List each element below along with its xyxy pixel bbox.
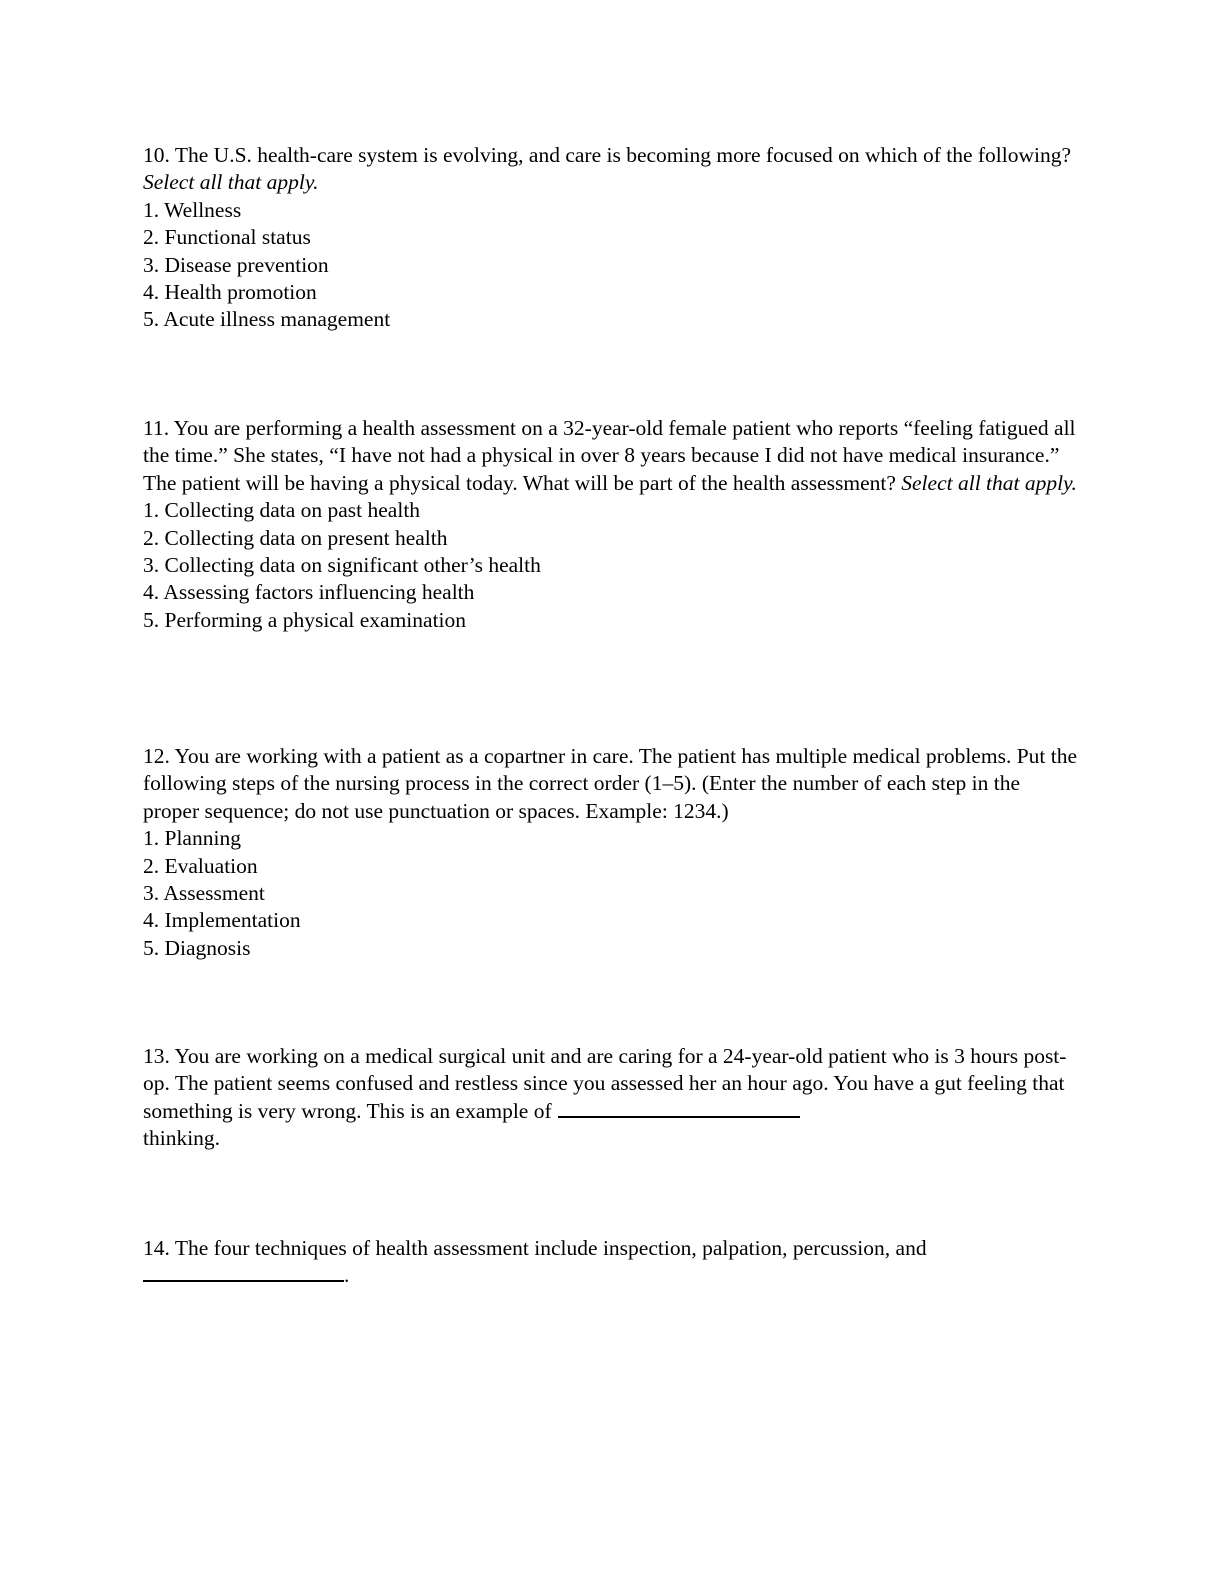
question-13-stem-before: 13. You are working on a medical surgical unit and are caring for a 24-year-old patient who is 3 hours post-op. The patient seems confused and restless since you assessed her an hour ago. You have a gut feeling that something is very wrong. This is an example of xyxy=(143,1044,1067,1123)
question-11 xyxy=(143,415,1078,634)
question-12-options xyxy=(143,825,1078,962)
question-14-stem-after: . xyxy=(344,1263,350,1288)
question-10-option-3: 3. Disease prevention xyxy=(143,252,329,277)
question-13-stem-after: thinking. xyxy=(143,1126,221,1151)
question-10 xyxy=(143,142,1078,334)
question-11-options xyxy=(143,497,1078,634)
question-12-stem: 12. You are working with a patient as a copartner in care. The patient has multiple medical problems. Put the following steps of the nursing process in the correct order (1–5). (Enter the number of each step in the proper sequence; do not use punctuation or spaces. Example: 1234.) xyxy=(143,744,1078,823)
question-10-option-4: 4. Health promotion xyxy=(143,280,317,305)
question-14 xyxy=(143,1235,1078,1290)
question-12-option-2: 2. Evaluation xyxy=(143,853,258,878)
question-12 xyxy=(143,743,1078,962)
answer-blank-14[interactable] xyxy=(143,1262,344,1282)
question-11-option-1: 1. Collecting data on past health xyxy=(143,498,421,523)
question-11-option-4: 4. Assessing factors influencing health xyxy=(143,580,475,605)
question-12-option-1: 1. Planning xyxy=(143,826,241,851)
question-10-stem xyxy=(143,142,1078,197)
question-12-option-5: 5. Diagnosis xyxy=(143,935,251,960)
answer-blank-13[interactable] xyxy=(558,1098,800,1118)
question-10-option-1: 1. Wellness xyxy=(143,197,242,222)
question-10-stem-text: 10. The U.S. health-care system is evolving, and care is becoming more focused on which of the following? xyxy=(143,143,1072,167)
question-14-stem-before: 14. The four techniques of health assessment include inspection, palpation, percussion, and xyxy=(143,1236,927,1260)
question-10-option-5: 5. Acute illness management xyxy=(143,307,391,332)
question-12-option-4: 4. Implementation xyxy=(143,908,301,933)
question-10-instruction: Select all that apply. xyxy=(143,170,319,195)
question-11-option-5: 5. Performing a physical examination xyxy=(143,607,467,632)
question-10-option-2: 2. Functional status xyxy=(143,225,311,250)
question-10-options xyxy=(143,197,1078,334)
question-11-option-3: 3. Collecting data on significant other’s health xyxy=(143,553,541,578)
question-13-stem xyxy=(143,1043,1078,1153)
question-11-instruction: Select all that apply. xyxy=(901,470,1077,495)
question-12-option-3: 3. Assessment xyxy=(143,881,265,906)
question-11-option-2: 2. Collecting data on present health xyxy=(143,525,448,550)
question-11-stem xyxy=(143,415,1078,497)
question-13 xyxy=(143,1043,1078,1153)
question-14-stem xyxy=(143,1235,1078,1290)
question-11-stem-text: 11. You are performing a health assessment on a 32-year-old female patient who reports “feeling fatigued all the time.” She states, “I have not had a physical in over 8 years because I did not have medical insurance.” The patient will be having a physical today. What will be part of the health assessment? xyxy=(143,416,1076,495)
